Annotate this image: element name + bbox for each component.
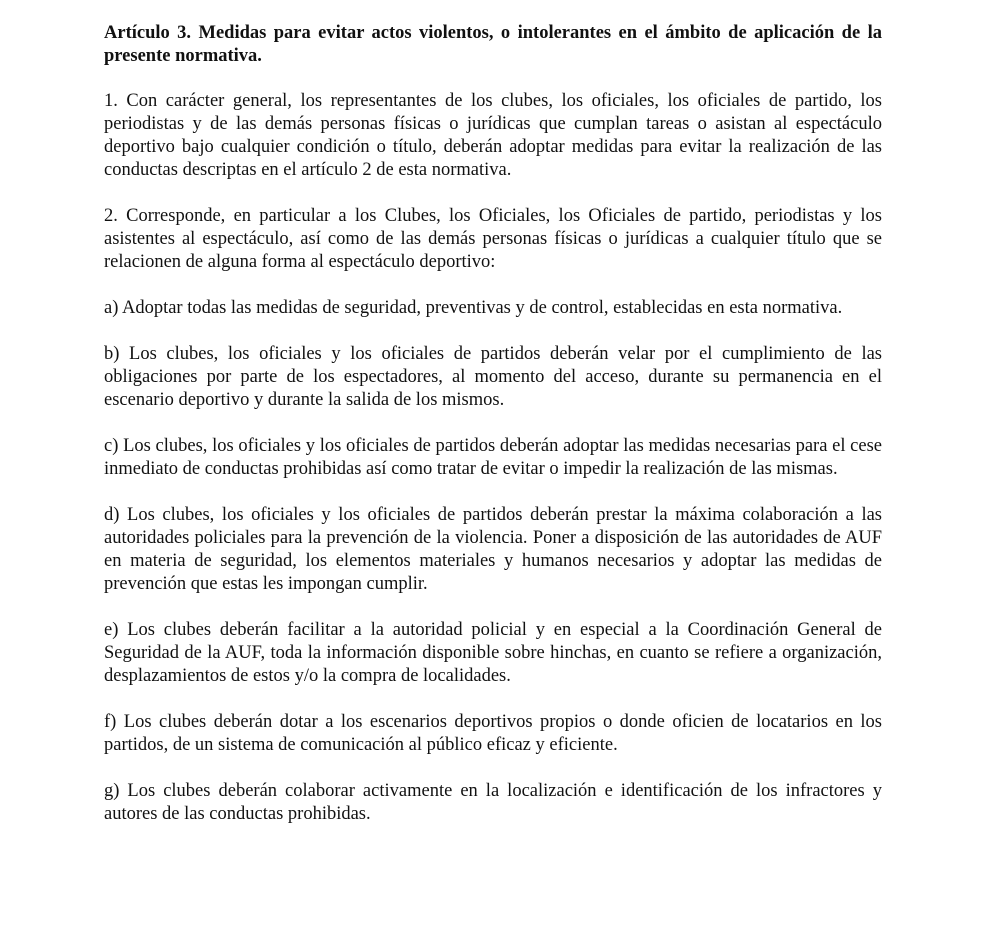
paragraph-d: d) Los clubes, los oficiales y los oficiales de partidos deberán prestar la máxima colaboración a las autoridades policiales para la prevención de la violencia. Poner a disposición de las autoridades de AUF en materia de seguridad, los elementos materiales y humanos necesarios y adoptar las medidas de prevención que estas les impongan cumplir.: [104, 505, 882, 594]
paragraph-c: c) Los clubes, los oficiales y los oficiales de partidos deberán adoptar las medidas necesarias para el cese inmediato de conductas prohibidas así como tratar de evitar o impedir la realización de las mismas.: [104, 436, 882, 479]
paragraph-a: a) Adoptar todas las medidas de seguridad, preventivas y de control, establecidas en esta normativa.: [104, 298, 843, 318]
document-page: [104, 22, 882, 849]
paragraph-1: 1. Con carácter general, los representantes de los clubes, los oficiales, los oficiales de partido, los periodistas y de las demás personas físicas o jurídicas que cumplan tareas o asistan al espectáculo deportivo bajo cualquier condición o título, deberán adoptar medidas para evitar la realización de las conductas descriptas en el artículo 2 de esta normativa.: [104, 91, 882, 180]
paragraph-2: 2. Corresponde, en particular a los Clubes, los Oficiales, los Oficiales de partido, periodistas y los asistentes al espectáculo, así como de las demás personas físicas o jurídicas a cualquier título que se relacionen de alguna forma al espectáculo deportivo:: [104, 206, 882, 272]
article-title: Artículo 3. Medidas para evitar actos violentos, o intolerantes en el ámbito de aplicación de la presente normativa.: [104, 23, 882, 66]
paragraph-g: g) Los clubes deberán colaborar activamente en la localización e identificación de los infractores y autores de las conductas prohibidas.: [104, 781, 882, 824]
paragraph-b: b) Los clubes, los oficiales y los oficiales de partidos deberán velar por el cumplimiento de las obligaciones por parte de los espectadores, al momento del acceso, durante su permanencia en el escenario deportivo y durante la salida de los mismos.: [104, 344, 882, 410]
paragraph-f: f) Los clubes deberán dotar a los escenarios deportivos propios o donde oficien de locatarios en los partidos, de un sistema de comunicación al público eficaz y eficiente.: [104, 712, 882, 755]
paragraph-e: e) Los clubes deberán facilitar a la autoridad policial y en especial a la Coordinación General de Seguridad de la AUF, toda la información disponible sobre hinchas, en cuanto se refiere a organización, desplazamientos de estos y/o la compra de localidades.: [104, 620, 882, 686]
